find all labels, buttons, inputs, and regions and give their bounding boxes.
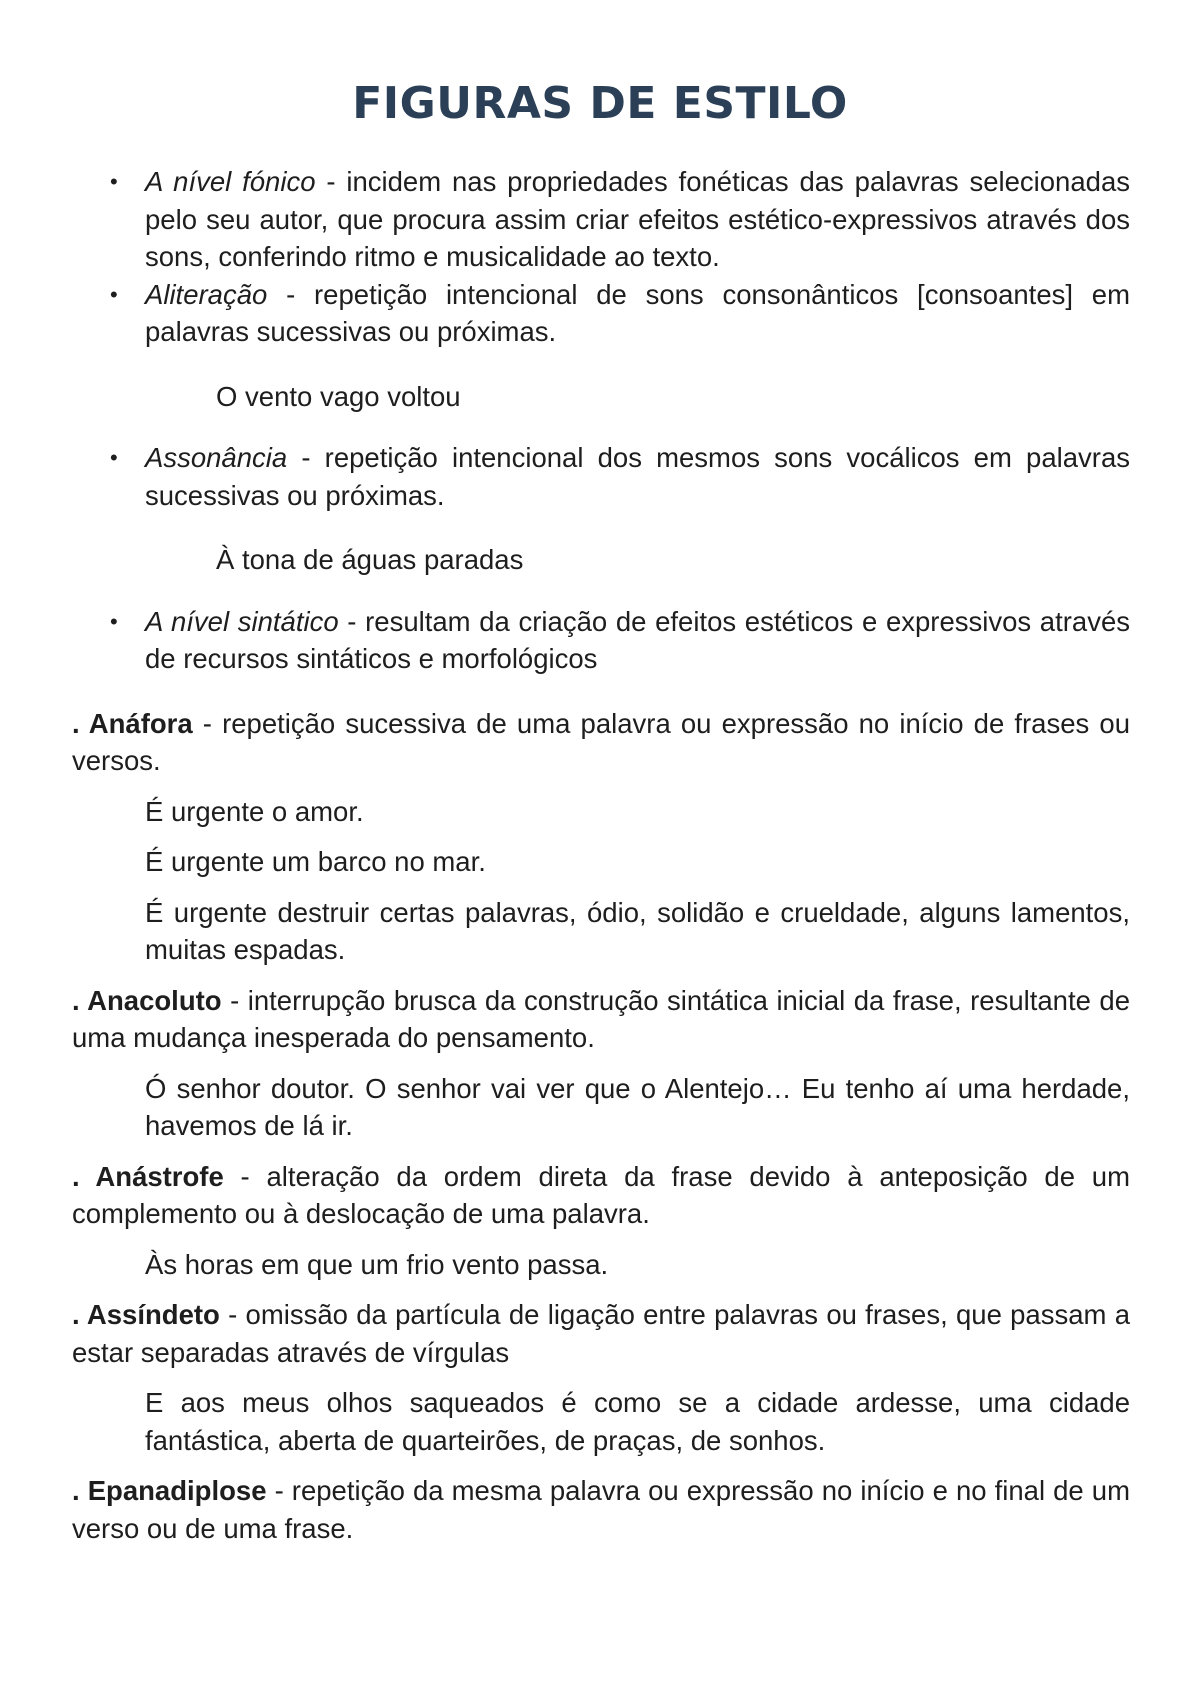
term-anastrofe: . Anástrofe <box>72 1160 224 1192</box>
definition-anafora <box>72 705 1130 780</box>
bullet-list-sintatico <box>72 603 1130 678</box>
definition-text: - incidem nas propriedades fonéticas das palavras selecionadas pelo seu autor, que procura assim criar efeitos estético-expressivos através dos sons, conferindo ritmo e musicalidade ao texto. <box>145 166 1130 272</box>
term-anacoluto: . Anacoluto <box>72 984 222 1016</box>
definition-epanadiplose <box>72 1472 1130 1547</box>
bullet-icon: • <box>110 281 118 307</box>
bullet-list-fonico <box>72 163 1130 351</box>
definition-text: - resultam da criação de efeitos estéticos e expressivos através de recursos sintáticos e morfológicos <box>145 605 1130 674</box>
definition-assindeto <box>72 1296 1130 1371</box>
definition-text: - interrupção brusca da construção sintática inicial da frase, resultante de uma mudança inesperada do pensamento. <box>72 984 1131 1053</box>
list-item <box>72 276 1130 351</box>
bullet-icon: • <box>110 169 118 194</box>
example-anafora-2: É urgente um barco no mar. <box>145 846 486 877</box>
term-assindeto: . Assíndeto <box>72 1299 220 1330</box>
example-anafora-1: É urgente o amor. <box>145 795 364 827</box>
example-anacoluto: Ó senhor doutor. O senhor vai ver que o Alentejo… Eu tenho aí uma herdade, havemos de lá ir. <box>145 1072 1130 1141</box>
term-epanadiplose: . Epanadiplose <box>72 1475 267 1506</box>
definition-text: - omissão da partícula de ligação entre palavras ou frases, que passam a estar separadas através de vírgulas <box>72 1299 1131 1368</box>
bullet-icon: • <box>110 608 118 634</box>
document-body <box>72 163 1130 1547</box>
example-assonancia: À tona de águas paradas <box>216 544 524 575</box>
bullet-icon: • <box>110 445 118 470</box>
bullet-list-assonancia <box>72 439 1130 514</box>
term-nivel-sintatico: A nível sintático <box>145 605 339 637</box>
example-aliteracao: O vento vago voltou <box>216 380 461 412</box>
example-assindeto: E aos meus olhos saqueados é como se a cidade ardesse, uma cidade fantástica, aberta de quarteirões, de praças, de sonhos. <box>145 1387 1130 1456</box>
list-item <box>72 439 1130 514</box>
page-title: FIGURAS DE ESTILO <box>352 78 848 129</box>
term-assonancia: Assonância <box>145 442 288 473</box>
definition-anacoluto <box>72 982 1130 1057</box>
list-item <box>72 163 1130 276</box>
definition-text: - repetição da mesma palavra ou expressão no início e no final de um verso ou de uma frase. <box>72 1475 1130 1544</box>
definition-anastrofe <box>72 1158 1130 1233</box>
term-anafora: . Anáfora <box>72 707 193 739</box>
example-anastrofe: Às horas em que um frio vento passa. <box>145 1248 609 1280</box>
definition-text: - repetição intencional dos mesmos sons vocálicos em palavras sucessivas ou próximas. <box>145 442 1130 511</box>
definition-text: - alteração da ordem direta da frase devido à anteposição de um complemento ou à deslocação de uma palavra. <box>72 1160 1130 1229</box>
term-nivel-fonico: A nível fónico <box>145 166 316 197</box>
example-anafora-3: É urgente destruir certas palavras, ódio, solidão e crueldade, alguns lamentos, muitas espadas. <box>145 896 1130 965</box>
list-item <box>72 603 1130 678</box>
definition-text: - repetição intencional de sons consonânticos [consoantes] em palavras sucessivas ou próximas. <box>145 278 1130 347</box>
term-aliteracao: Aliteração <box>145 278 268 310</box>
definition-text: - repetição sucessiva de uma palavra ou expressão no início de frases ou versos. <box>72 707 1130 776</box>
